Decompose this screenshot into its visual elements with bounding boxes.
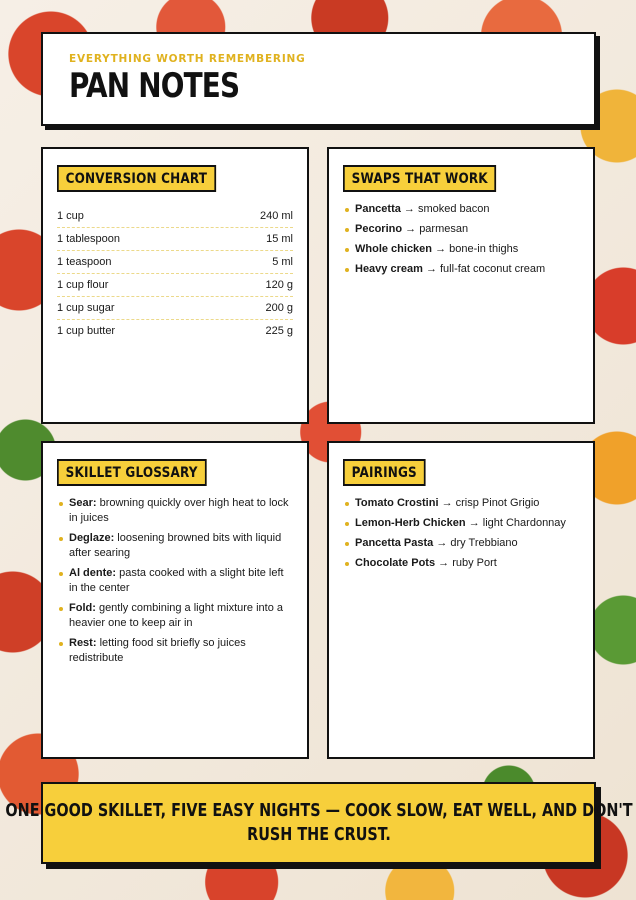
glossary-list [57,496,293,666]
pairings-tag: PAIRINGS [343,459,425,486]
glossary-term: Fold: [69,602,96,614]
pairing-desc: → light Chardonnay [465,517,566,529]
list-item [57,601,293,631]
swap-desc: → bone-in thighs [432,243,519,255]
swaps-list [343,202,579,277]
conversion-item: 1 teaspoon [57,256,112,268]
swap-term: Pecorino [355,223,403,235]
footer-banner [4,782,633,864]
conversion-value: 5 ml [272,256,293,268]
conversion-row [57,320,293,342]
conversion-item: 1 cup butter [57,325,116,337]
list-item [343,536,579,551]
glossary-tag: SKILLET GLOSSARY [57,459,206,486]
glossary-desc: browning quickly over high heat to lock in juices [69,497,289,524]
conversion-value: 240 ml [259,210,293,222]
swap-term: Heavy cream [355,263,423,275]
footer-tagline [5,799,632,847]
pairing-term: Tomato Crostini [355,497,439,509]
conversion-item: 1 cup sugar [57,302,115,314]
conversion-value: 15 ml [266,233,293,245]
conversion-chart-panel [41,147,309,424]
list-item [343,242,579,257]
glossary-desc: pasta cooked with a slight bite left in the center [69,567,284,594]
footer-line-1: ONE GOOD SKILLET, FIVE EASY NIGHTS — COOK SLOW, EAT WELL, AND DON'T [4,800,633,821]
pairing-desc: → ruby Port [435,557,497,569]
glossary-term: Sear: [69,497,97,509]
footer-line-2: RUSH THE CRUST. [246,824,391,845]
glossary-term: Al dente: [69,567,117,579]
pairing-desc: → crisp Pinot Grigio [438,497,540,509]
glossary-term: Rest: [69,637,97,649]
header-card [41,32,596,126]
swap-term: Whole chicken [355,243,433,255]
list-item [343,222,579,237]
page-title: PAN NOTES [69,66,240,106]
glossary-desc: gently combining a light mixture into a heavier one to keep air in [69,602,283,629]
header-eyebrow: EVERYTHING WORTH REMEMBERING [69,53,306,65]
swap-term: Pancetta [355,203,401,215]
glossary-panel [41,441,309,759]
swap-desc: → full-fat coconut cream [422,263,546,275]
swaps-panel [327,147,595,424]
list-item [343,202,579,217]
pairing-term: Lemon-Herb Chicken [355,517,466,529]
list-item [57,566,293,596]
conversion-row [57,251,293,274]
conversion-chart-tag: CONVERSION CHART [57,165,216,192]
list-item [57,531,293,561]
pairings-list [343,496,579,571]
pairings-panel [327,441,595,759]
swap-desc: → smoked bacon [400,203,490,215]
conversion-item: 1 cup [57,210,84,222]
conversion-row [57,228,293,251]
conversion-item: 1 cup flour [57,279,109,291]
pairing-desc: → dry Trebbiano [433,537,518,549]
conversion-row [57,205,293,228]
glossary-desc: letting food sit briefly so juices redistribute [69,637,246,664]
conversion-value: 225 g [265,325,293,337]
list-item [343,516,579,531]
list-item [343,262,579,277]
pairing-term: Pancetta Pasta [355,537,434,549]
glossary-term: Deglaze: [69,532,115,544]
list-item [57,636,293,666]
conversion-item: 1 tablespoon [57,233,120,245]
glossary-desc: loosening browned bits with liquid after searing [69,532,282,559]
pairing-term: Chocolate Pots [355,557,436,569]
list-item [343,556,579,571]
swap-desc: → parmesan [402,223,469,235]
conversion-row [57,274,293,297]
list-item [343,496,579,511]
conversion-row [57,297,293,320]
conversion-table [57,205,293,342]
conversion-value: 200 g [265,302,293,314]
conversion-value: 120 g [265,279,293,291]
swaps-tag: SWAPS THAT WORK [343,165,496,192]
list-item [57,496,293,526]
